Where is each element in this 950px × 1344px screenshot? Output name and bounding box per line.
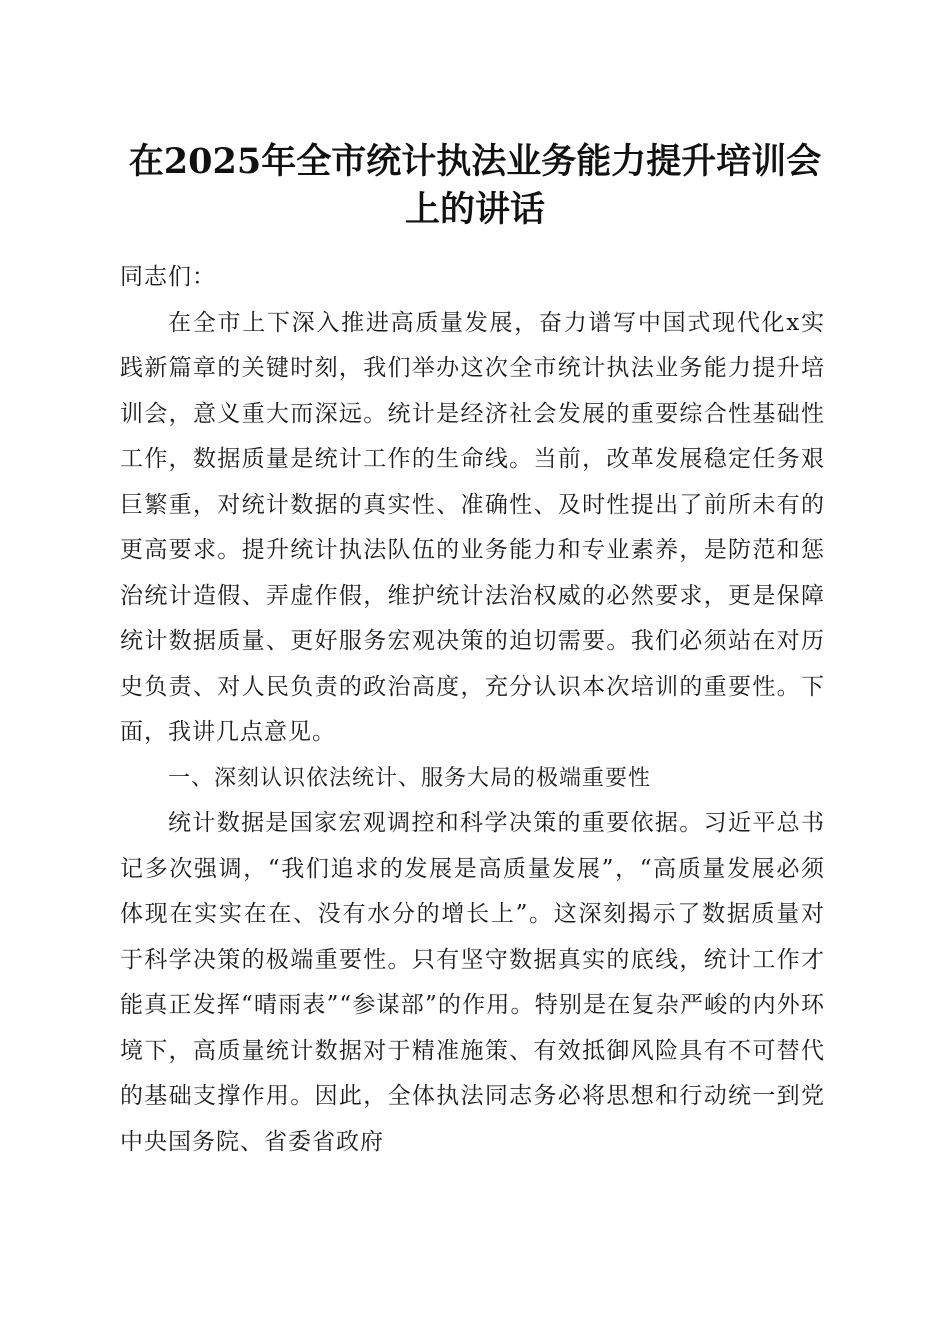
paragraph-intro: 在全市上下深入推进高质量发展，奋力谱写中国式现代化x实践新篇章的关键时刻，我们举办这次全市统计执法业务能力提升培训会，意义重大而深远。统计是经济社会发展的重要综合性基础性工作，数据质量是统计工作的生命线。当前，改革发展稳定任务艰巨繁重，对统计数据的真实性、准确性、及时性提出了前所未有的更高要求。提升统计执法队伍的业务能力和专业素养，是防范和惩治统计造假、弄虚作假，维护统计法治权威的必然要求，更是保障统计数据质量、更好服务宏观决策的迫切需要。我们必须站在对历史负责、对人民负责的政治高度，充分认识本次培训的重要性。下面，我讲几点意见。 (120, 309, 825, 745)
title-line-2: 上的讲话 (404, 189, 545, 230)
section-heading-1: 一、深刻认识依法统计、服务大局的极端重要性 (168, 765, 652, 791)
document-title (100, 138, 850, 234)
paragraph-section-1: 统计数据是国家宏观调控和科学决策的重要依据。习近平总书记多次强调，“我们追求的发展是高质量发展”，“高质量发展必须体现在实实在在、没有水分的增长上”。这深刻揭示了数据质量对于科学决策的极端重要性。只有坚守数据真实的底线，统计工作才能真正发挥“晴雨表”“参谋部”的作用。特别是在复杂严峻的内外环境下，高质量统计数据对于精准施策、有效抵御风险具有不可替代的基础支撑作用。因此，全体执法同志务必将思想和行动统一到党中央国务院、省委省政府 (120, 810, 825, 1155)
title-line-1: 在2025年全市统计执法业务能力提升培训会 (128, 141, 822, 182)
document-body (120, 255, 825, 1165)
salutation: 同志们： (120, 264, 216, 290)
